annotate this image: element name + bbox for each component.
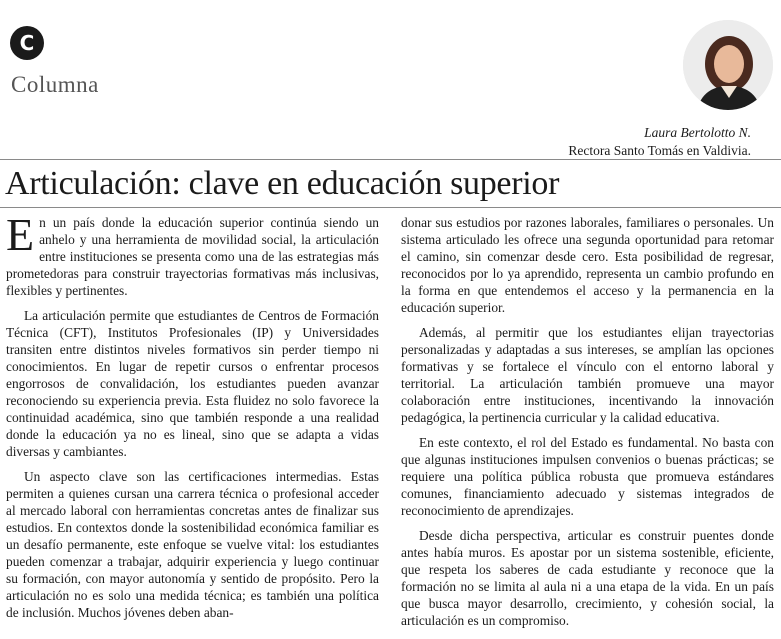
top-divider xyxy=(0,159,781,160)
author-name: Laura Bertolotto N. xyxy=(644,125,751,140)
paragraph: donar sus estudios por razones laborales, familiares o personales. Un sistema articulado les ofrece una segunda oportunidad para retomar el camino, sin comenzar desde cero. Esta posibilidad de regresar, reconocidos por lo ya aprendido, representa un cambio profundo en la forma en que entendemos el acceso y la permanencia en la educación superior. xyxy=(401,215,774,315)
author-byline xyxy=(568,124,751,160)
column-logo: C xyxy=(10,26,44,60)
paragraph: Desde dicha perspectiva, articular es construir puentes donde antes había muros. Es apostar por un sistema sostenible, eficiente, que respeta los saberes de cada estudiante y reconoce que la formación no se limita al aula ni a una etapa de la vida. En un país que busca mayor desarrollo, crecimiento, y cohesión social, la articulación es un compromiso. xyxy=(401,528,774,628)
paragraph: Además, al permitir que los estudiantes elijan trayectorias personalizadas y adaptadas a sus intereses, se amplían las opciones formativas y se fortalece el vínculo con el entorno laboral y territorial. La articulación también promueve una mayor colaboración entre instituciones, incentivando la innovación pedagógica, la pertinencia curricular y la calidad educativa. xyxy=(401,325,774,425)
article-column-left xyxy=(6,209,379,629)
paragraph: En este contexto, el rol del Estado es fundamental. No basta con que algunas instituciones impulsen convenios o buenas prácticas; se requiere una política pública robusta que promueva estándares comunes, financiamiento adecuado y sistemas integrados de reconocimiento de aprendizajes. xyxy=(401,435,774,518)
section-title: Columna xyxy=(11,72,99,97)
article-column-right xyxy=(401,214,774,637)
paragraph: Un aspecto clave son las certificaciones intermedias. Estas permiten a quienes cursan una carrera técnica o profesional acceder al mercado laboral con herramientas concretas antes de finalizar sus estudios. En contextos donde la sostenibilidad económica familiar es un desafío permanente, este enfoque se vuelve vital: los estudiantes pueden comenzar a trabajar, adquirir experiencia y luego continuar su formación, con mayor autonomía y sentido de propósito. Pero la articulación no es solo una medida técnica; es también una política de inclusión. Muchos jóvenes deben aban- xyxy=(6,469,379,620)
headline-divider xyxy=(0,207,781,208)
paragraph: La articulación permite que estudiantes de Centros de Formación Técnica (CFT), Institutos Profesionales (IP) y Universidades transiten entre distintos niveles formativos sin perder tiempo ni conocimientos. En lugar de repetir cursos o enfrentar procesos engorrosos de convalidación, los estudiantes pueden avanzar reconociendo su experiencia previa. Esta fluidez no solo favorece la continuidad académica, sino que también responde a una realidad donde la educación ya no es lineal, sino que se adapta a vidas diversas y cambiantes. xyxy=(6,308,379,459)
article-headline: Articulación: clave en educación superior xyxy=(5,165,560,202)
author-photo xyxy=(683,20,773,110)
paragraph-text: n un país donde la educación superior continúa siendo un anhelo y una herramienta de movilidad social, la articulación entre instituciones se presenta como una de las estrategias más prometedoras para construir trayectorias formativas más inclusivas, flexibles y pertinentes. xyxy=(6,215,379,298)
drop-cap: E xyxy=(6,209,35,260)
author-title: Rectora Santo Tomás en Valdivia. xyxy=(568,143,751,158)
paragraph xyxy=(6,209,379,299)
